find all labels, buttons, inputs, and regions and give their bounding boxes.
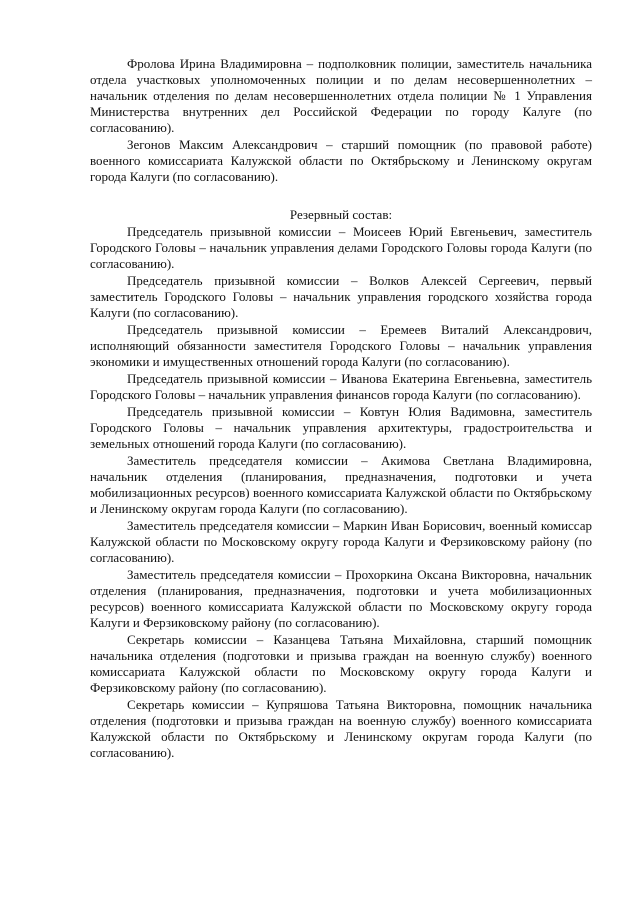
reserve-member-paragraph: Заместитель председателя комиссии – Маркин Иван Борисович, военный комиссар Калужской области по Московскому округу города Калуги и Ферзиковскому району (по согласованию). (90, 518, 592, 565)
member-paragraph: Фролова Ирина Владимировна – подполковник полиции, заместитель начальника отдела участковых уполномоченных полиции и по делам несовершеннолетних – начальник отделения по делам несовершеннолетних отдела полиции № 1 Управления Министерства внутренних дел Российской Федерации по городу Калуге (по согласованию). (90, 56, 592, 135)
reserve-member-paragraph: Заместитель председателя комиссии – Прохоркина Оксана Викторовна, начальник отделения (планирования, предназначения, подготовки и учета мобилизационных ресурсов) военного комиссариата Калужской области по Московскому округу города Калуги и Ферзиковскому району (по согласованию). (90, 567, 592, 630)
reserve-member-paragraph: Председатель призывной комиссии – Волков Алексей Сергеевич, первый заместитель Городского Головы – начальник управления городского хозяйства города Калуги (по согласованию). (90, 273, 592, 320)
member-paragraph: Зегонов Максим Александрович – старший помощник (по правовой работе) военного комиссариата Калужской области по Октябрьскому и Ленинскому округам города Калуги (по согласованию). (90, 137, 592, 184)
reserve-member-paragraph: Секретарь комиссии – Купряшова Татьяна Викторовна, помощник начальника отделения (подготовки и призыва граждан на военную службу) военного комиссариата Калужской области по Октябрьскому и Ленинскому округам города Калуги (по согласованию). (90, 697, 592, 760)
reserve-member-paragraph: Секретарь комиссии – Казанцева Татьяна Михайловна, старший помощник начальника отделения (подготовки и призыва граждан на военную службу) военного комиссариата Калужской области по Московскому округу города Калуги и Ферзиковскому району (по согласованию). (90, 632, 592, 695)
reserve-member-paragraph: Председатель призывной комиссии – Моисеев Юрий Евгеньевич, заместитель Городского Головы – начальник управления делами Городского Головы города Калуги (по согласованию). (90, 224, 592, 271)
reserve-member-paragraph: Председатель призывной комиссии – Ковтун Юлия Вадимовна, заместитель Городского Головы – начальник управления архитектуры, градостроительства и земельных отношений города Калуги (по согласованию). (90, 404, 592, 451)
reserve-member-paragraph: Заместитель председателя комиссии – Акимова Светлана Владимировна, начальник отделения (планирования, предназначения, подготовки и учета мобилизационных ресурсов) военного комиссариата Калужской области по Октябрьскому и Ленинскому округам города Калуги (по согласованию). (90, 453, 592, 516)
document-body (90, 56, 592, 762)
reserve-member-paragraph: Председатель призывной комиссии – Еремеев Виталий Александрович, исполняющий обязанности заместителя Городского Головы – начальник управления экономики и имущественных отношений города Калуги (по согласованию). (90, 322, 592, 369)
reserve-member-paragraph: Председатель призывной комиссии – Иванова Екатерина Евгеньевна, заместитель Городского Головы – начальник управления финансов города Калуги (по согласованию). (90, 371, 592, 402)
reserve-heading: Резервный состав: (289, 207, 393, 222)
